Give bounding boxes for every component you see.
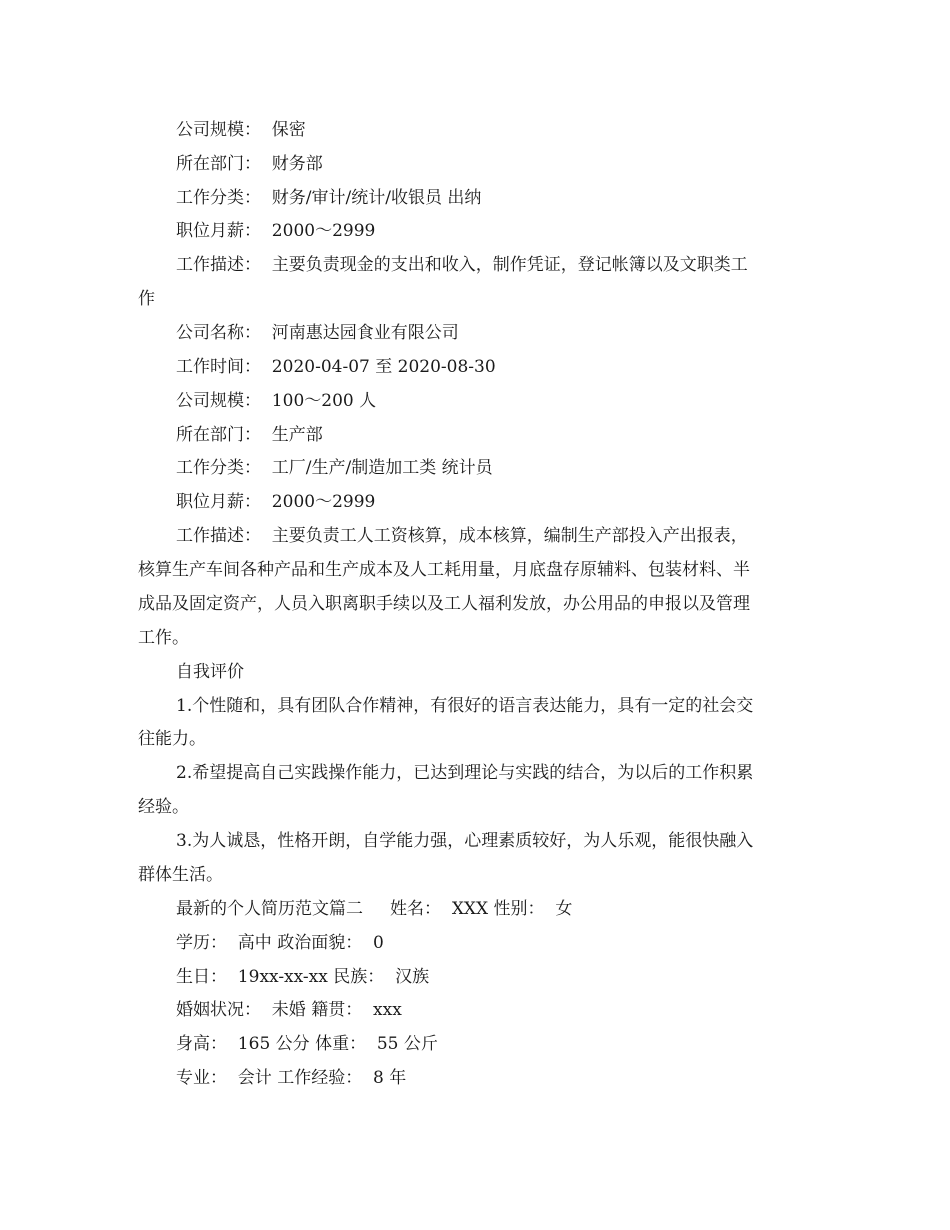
self-evaluation-item-1-continuation: 往能力。: [138, 729, 206, 749]
height-weight-line: 身高： 165 公分 体重： 55 公斤: [176, 1034, 438, 1054]
self-evaluation-item-3-continuation: 群体生活。: [138, 865, 223, 885]
company-name-line: 公司名称： 河南惠达园食业有限公司: [176, 323, 459, 343]
job-description-continuation: 工作。: [138, 628, 189, 648]
department-line: 所在部门： 财务部: [176, 154, 323, 174]
company-size-line: 公司规模： 保密: [176, 120, 306, 140]
self-evaluation-item-2-continuation: 经验。: [138, 797, 189, 817]
job-description-continuation: 成品及固定资产，人员入职离职手续以及工人福利发放，办公用品的申报以及管理: [138, 594, 750, 614]
major-experience-line: 专业： 会计 工作经验： 8 年: [176, 1068, 407, 1088]
department-line-2: 所在部门： 生产部: [176, 425, 323, 445]
monthly-salary-line: 职位月薪： 2000～2999: [176, 221, 376, 241]
job-description-continuation: 作: [138, 289, 155, 309]
job-description-line-2: 工作描述： 主要负责工人工资核算，成本核算，编制生产部投入产出报表，: [176, 526, 748, 546]
self-evaluation-heading: 自我评价: [176, 662, 244, 682]
self-evaluation-item-3: 3.为人诚恳，性格开朗，自学能力强，心理素质较好，为人乐观，能很快融入: [176, 831, 754, 851]
self-evaluation-item-1: 1.个性随和，具有团队合作精神，有很好的语言表达能力，具有一定的社会交: [176, 696, 754, 716]
company-size-line-2: 公司规模： 100～200 人: [176, 391, 377, 411]
monthly-salary-line-2: 职位月薪： 2000～2999: [176, 492, 376, 512]
job-description-line: 工作描述： 主要负责现金的支出和收入，制作凭证，登记帐簿以及文职类工: [176, 255, 748, 275]
job-description-continuation: 核算生产车间各种产品和生产成本及人工耗用量，月底盘存原辅料、包装材料、半: [138, 560, 750, 580]
job-category-line-2: 工作分类： 工厂/生产/制造加工类 统计员: [176, 458, 493, 478]
marital-status-line: 婚姻状况： 未婚 籍贯： xxx: [176, 1000, 402, 1020]
education-line: 学历： 高中 政治面貌： 0: [176, 933, 384, 953]
job-category-line: 工作分类： 财务/审计/统计/收银员 出纳: [176, 188, 482, 208]
work-period-line: 工作时间： 2020-04-07 至 2020-08-30: [176, 357, 496, 377]
birthday-line: 生日： 19xx-xx-xx 民族： 汉族: [176, 967, 430, 987]
self-evaluation-item-2: 2.希望提高自己实践操作能力，已达到理论与实践的结合，为以后的工作积累: [176, 763, 754, 783]
resume-sample-two-header: 最新的个人简历范文篇二 姓名： XXX 性别： 女: [176, 899, 573, 919]
